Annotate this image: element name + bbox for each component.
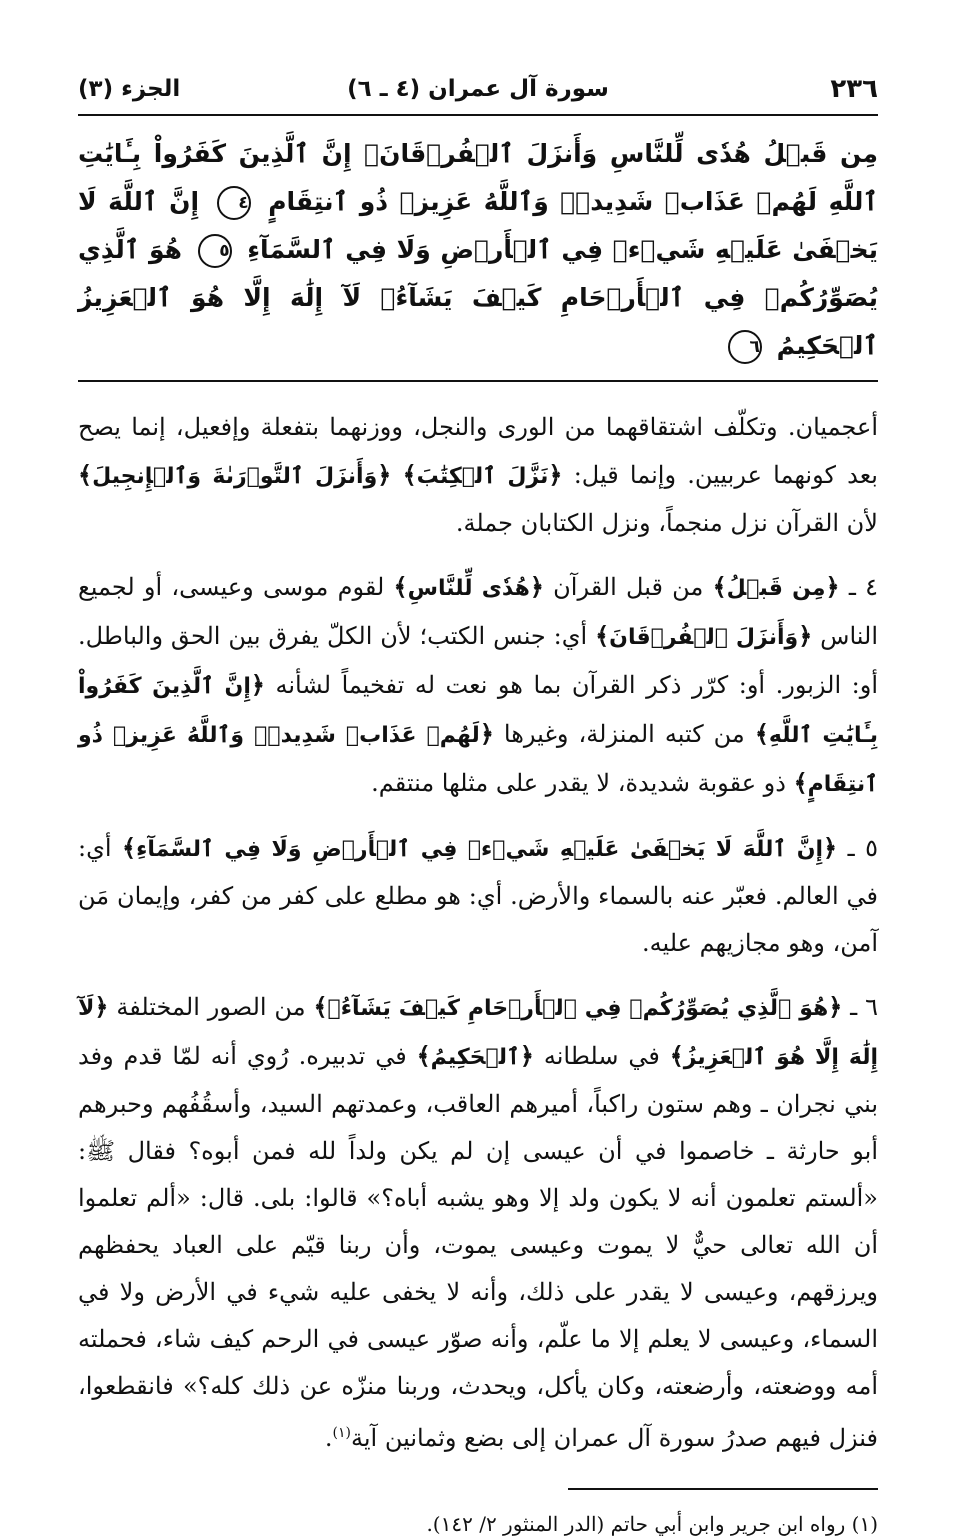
footnote-reference: (١) <box>332 1425 351 1441</box>
quran-bracket-open: ﴿ <box>94 992 109 1021</box>
quran-quote: إِنَّ ٱلَّذِينَ كَفَرُواْ بِـَٔايَٰتِ ٱللَّهِ <box>78 674 879 748</box>
quran-bracket-open: ﴿ <box>529 572 544 601</box>
quran-bracket-close: ﴾ <box>793 768 808 797</box>
commentary-text: في تدبيره. رُوي أنه لمّا قدم وفد بني نجران ـ وهم ستون راكباً، أميرهم العاقب، وعمدتهم السيد، وأسقُفُهم وحبرهم أبو حارثة ـ خاصموا في أن عيسى إن لم يكن ولداً لله فمن أبوه؟ فقال ﷺ: «ألستم تعلمون أنه لا يكون ولد إلا وهو يشبه أباه؟» قالوا: بلى. قال: «ألم تعلموا أن الله تعالى حيٌّ لا يموت وعيسى يموت، وأن ربنا قيّم على العباد يحفظهم ويرزقهم، وعيسى لا يقدر على ذلك، وأنه لا يخفى عليه شيء في الأرض ولا في السماء، وعيسى لا يعلم إلا ما علّم، وأنه صوّر عيسى في الرحم كيف شاء، فحملته أمه ووضعته، وأرضعته، وكان يأكل، ويحدث، وربنا منزّه عن ذلك كله؟» فانقطعوا، فنزل فيهم صدرُ سورة آل عمران إلى بضع وثمانين آية <box>78 1042 878 1452</box>
quran-quote: لَآ إِلَٰهَ إِلَّا هُوَ ٱلۡعَزِيزُ <box>78 996 879 1070</box>
quran-quote: لَهُمۡ عَذَابٞ شَدِيدٞۗ وَٱللَّهُ عَزِيزٞ ذُو ٱنتِقَامٍ <box>78 723 878 797</box>
surah-title: سورة آل عمران (٤ ـ ٦) <box>347 76 609 102</box>
verse-marker-5: ٥ <box>198 234 232 268</box>
page-number: ٢٣٦ <box>830 74 878 104</box>
quran-quote: هُوَ ٱلَّذِي يُصَوِّرُكُمۡ فِي ٱلۡأَرۡحَامِ كَيۡفَ يَشَآءُۚ <box>327 996 829 1021</box>
juz-label: الجزء (٣) <box>78 76 181 102</box>
quran-bracket-close: ﴾ <box>393 572 408 601</box>
quran-verses <box>78 116 878 382</box>
quran-bracket-open: ﴿ <box>548 460 563 489</box>
commentary-text: أي: في العالم. فعبّر عنه بالسماء والأرض. أي: هو مطلع على كفر من كفر، وإيمان مَن آمن، وهو مجازيهم عليه. <box>78 834 878 957</box>
commentary-text: ذو عقوبة شديدة، لا يقدر على مثلها منتقم. <box>371 769 794 797</box>
verse-text-4: مِن قَبۡلُ هُدٗى لِّلنَّاسِ وَأَنزَلَ ٱلۡفُرۡقَانَۗ إِنَّ ٱلَّذِينَ كَفَرُواْ بِـَٔايَٰتِ ٱللَّهِ لَهُمۡ عَذَابٞ شَدِيدٞۗ وَٱللَّهُ عَزِيزٞ ذُو ٱنتِقَامٍ <box>78 139 878 216</box>
quran-bracket-close: ﴾ <box>712 572 727 601</box>
quran-bracket-open: ﴿ <box>519 1041 534 1070</box>
quran-quote: إِنَّ ٱللَّهَ لَا يَخۡفَىٰ عَلَيۡهِ شَيۡءٞ فِي ٱلۡأَرۡضِ وَلَا فِي ٱلسَّمَآءِ <box>136 837 824 862</box>
commentary-text: ٦ ـ <box>842 993 878 1021</box>
quran-bracket-close: ﴾ <box>595 621 610 650</box>
quran-bracket-close: ﴾ <box>754 719 769 748</box>
quran-bracket-open: ﴿ <box>377 460 392 489</box>
commentary <box>78 404 878 1462</box>
commentary-paragraph-1 <box>78 404 878 547</box>
quran-bracket-open: ﴿ <box>250 670 265 699</box>
verse-marker-6: ٦ <box>728 330 762 364</box>
quran-bracket-open: ﴿ <box>823 833 838 862</box>
commentary-text: أي: جنس الكتب؛ لأن الكلّ يفرق بين الحق والباطل. أو: الزبور. أو: كرّر ذكر القرآن بما هو نعت له تفخيماً لشأنه <box>78 622 878 699</box>
quran-quote: هُدٗى لِّلنَّاسِ <box>407 576 530 601</box>
commentary-text: ٥ ـ <box>837 834 878 862</box>
quran-bracket-open: ﴿ <box>798 621 813 650</box>
commentary-text: من الصور المختلفة <box>108 993 314 1021</box>
quran-bracket-close: ﴾ <box>402 460 417 489</box>
commentary-text: أعجميان. وتكلّف اشتقاقهما من الورى والنجل، ووزنهما بتفعلة وإفعيل، إنما يصح بعد كونهما عربيين. وإنما قيل: <box>78 413 878 489</box>
quran-quote: ٱلۡحَكِيمُ <box>430 1045 520 1070</box>
commentary-paragraph-3 <box>78 824 878 967</box>
commentary-text: لأن القرآن نزل منجماً، ونزل الكتابان جملة. <box>455 509 878 537</box>
running-header <box>78 70 878 116</box>
quran-bracket-close: ﴾ <box>669 1041 684 1070</box>
quran-quote: وَأَنزَلَ ٱلتَّوۡرَىٰةَ وَٱلۡإِنجِيلَ <box>92 464 378 489</box>
footnote: (١) رواه ابن جرير وابن أبي حاتم (الدر المنثور ٢/ ١٤٢). <box>426 1512 878 1536</box>
quran-bracket-close: ﴾ <box>78 460 93 489</box>
footnote-divider <box>568 1488 878 1490</box>
quran-bracket-open: ﴿ <box>828 992 843 1021</box>
commentary-text: في سلطانه <box>533 1042 670 1070</box>
commentary-text: ٤ ـ <box>839 573 879 601</box>
commentary-paragraph-4 <box>78 983 878 1462</box>
verse-marker-4: ٤ <box>217 186 251 220</box>
verse-text-5: إِنَّ ٱللَّهَ لَا يَخۡفَىٰ عَلَيۡهِ شَيۡءٞ فِي ٱلۡأَرۡضِ وَلَا فِي ٱلسَّمَآءِ <box>78 187 878 264</box>
book-page <box>78 70 878 1540</box>
quran-quote: وَأَنزَلَ ٱلۡفُرۡقَانَ <box>609 625 799 650</box>
verse-text-6: هُوَ ٱلَّذِي يُصَوِّرُكُمۡ فِي ٱلۡأَرۡحَامِ كَيۡفَ يَشَآءُۚ لَآ إِلَٰهَ إِلَّا هُوَ ٱلۡعَزِيزُ ٱلۡحَكِيمُ <box>78 235 878 360</box>
quran-bracket-close: ﴾ <box>416 1041 431 1070</box>
commentary-text: من كتبه المنزلة، وغيرها <box>493 720 755 748</box>
commentary-text <box>391 461 402 489</box>
commentary-text: لقوم موسى وعيسى، أو لجميع الناس <box>78 573 878 650</box>
quran-bracket-open: ﴿ <box>825 572 840 601</box>
commentary-paragraph-2 <box>78 563 878 808</box>
quran-bracket-open: ﴿ <box>479 719 494 748</box>
commentary-text: . <box>324 1424 333 1452</box>
quran-bracket-close: ﴾ <box>122 833 137 862</box>
quran-quote: نَزَّلَ ٱلۡكِتَٰبَ <box>416 464 549 489</box>
quran-quote: مِن قَبۡلُ <box>726 576 826 601</box>
quran-bracket-close: ﴾ <box>313 992 328 1021</box>
commentary-text: من قبل القرآن <box>543 573 713 601</box>
